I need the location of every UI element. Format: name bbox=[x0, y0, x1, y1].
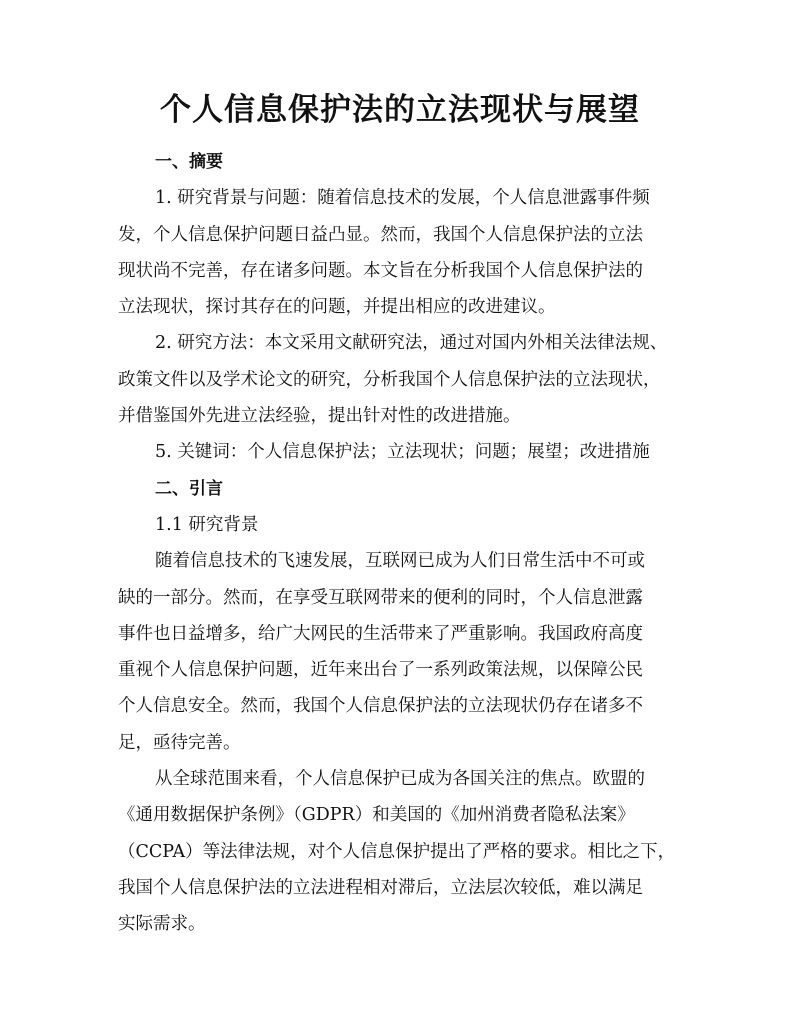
keywords-line: 5. 关键词：个人信息保护法；立法现状；问题；展望；改进措施 bbox=[155, 442, 650, 463]
text-line: 政策文件以及学术论文的研究，分析我国个人信息保护法的立法现状， bbox=[118, 369, 661, 390]
text-line: 发，个人信息保护问题日益凸显。然而，我国个人信息保护法的立法 bbox=[118, 224, 643, 245]
text-line: 随着信息技术的飞速发展，互联网已成为人们日常生活中不可或 bbox=[155, 551, 645, 572]
subsection-heading: 1.1 研究背景 bbox=[155, 514, 259, 535]
paragraph-background-2 bbox=[118, 761, 686, 942]
text-line: 重视个人信息保护问题，近年来出台了一系列政策法规，以保障公民 bbox=[118, 660, 643, 681]
document-title: 个人信息保护法的立法现状与展望 bbox=[160, 92, 640, 128]
abstract-heading: 一、摘要 bbox=[155, 152, 223, 172]
text-line: 立法现状，探讨其存在的问题，并提出相应的改进建议。 bbox=[118, 297, 556, 318]
text-line: 我国个人信息保护法的立法进程相对滞后，立法层次较低，难以满足 bbox=[118, 877, 643, 898]
intro-heading: 二、引言 bbox=[155, 478, 223, 499]
text-line: 个人信息安全。然而，我国个人信息保护法的立法现状仍存在诸多不 bbox=[118, 696, 643, 717]
text-line: 《通用数据保护条例》（GDPR）和美国的《加州消费者隐私法案》 bbox=[118, 805, 635, 826]
abstract-item-research-method bbox=[118, 325, 686, 434]
abstract-item-research-background bbox=[118, 180, 686, 325]
text-line: 1. 研究背景与问题：随着信息技术的发展，个人信息泄露事件频 bbox=[155, 188, 650, 209]
text-line: 实际需求。 bbox=[118, 914, 206, 935]
paragraph-background-1 bbox=[118, 543, 686, 761]
text-line: 2. 研究方法：本文采用文献研究法，通过对国内外相关法律法规、 bbox=[155, 333, 668, 354]
document-body bbox=[118, 144, 686, 943]
text-line: 事件也日益增多，给广大网民的生活带来了严重影响。我国政府高度 bbox=[118, 623, 643, 644]
text-line: 从全球范围来看，个人信息保护已成为各国关注的焦点。欧盟的 bbox=[155, 769, 645, 790]
text-line: 现状尚不完善，存在诸多问题。本文旨在分析我国个人信息保护法的 bbox=[118, 260, 643, 281]
text-line: 并借鉴国外先进立法经验，提出针对性的改进措施。 bbox=[118, 406, 521, 427]
text-line: 足，亟待完善。 bbox=[118, 732, 241, 753]
text-line: 缺的一部分。然而，在享受互联网带来的便利的同时，个人信息泄露 bbox=[118, 587, 643, 608]
text-line: （CCPA）等法律法规，对个人信息保护提出了严格的要求。相比之下， bbox=[118, 841, 676, 862]
